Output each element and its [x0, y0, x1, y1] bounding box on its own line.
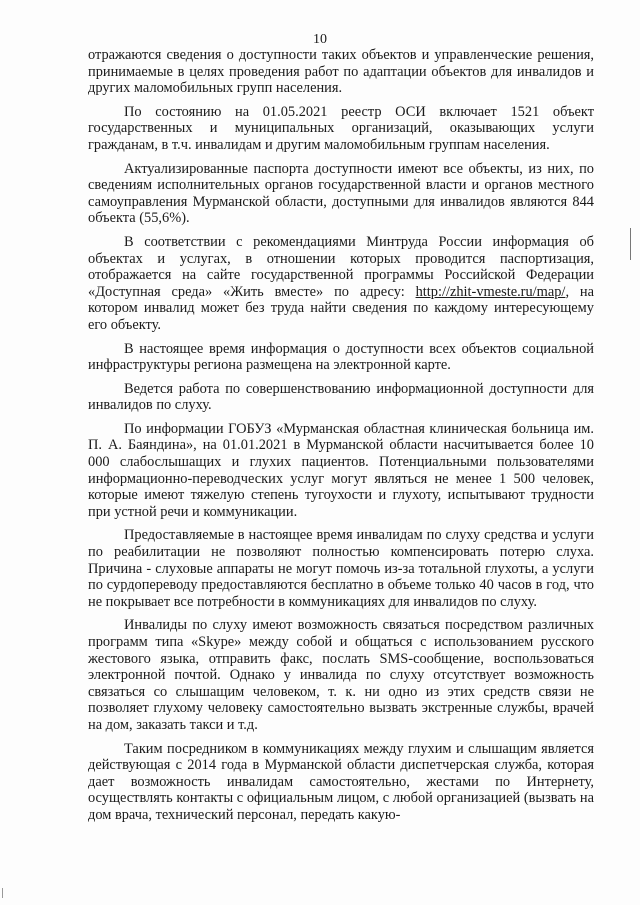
paragraph-ministry-site-text-before: В соответствии с рекомендациями Минтруда России информация об объектах и услугах, в отношении которых проводится паспортизация, отображается на сайте государственной программы Российской Федерации «Доступная среда» «Жить вместе» по адресу: — [88, 233, 594, 300]
scan-corner-mark — [2, 888, 3, 898]
paragraph-info-accessibility: Ведется работа по совершенствованию информационной доступности для инвалидов по слуху. — [88, 380, 594, 414]
paragraph-ministry-site — [88, 234, 594, 334]
paragraph-accessibility-info: отражаются сведения о доступности таких объектов и управленческие решения, принимаемые в целях проведения работ по адаптации объектов для инвалидов и других маломобильных групп населения. — [88, 47, 594, 97]
document-body — [88, 47, 594, 831]
scan-margin-mark — [630, 228, 631, 260]
page-number: 10 — [313, 32, 327, 47]
paragraph-communication-means: Инвалиды по слуху имеют возможность связаться посредством различных программ типа «Skype» между собой и общаться с использованием русского жестового языка, отправить факс, послать SMS-сообщение, воспользоваться электронной почтой. Однако у инвалида по слуху отсутствует возможность связаться со слышащим человеком, т. к. ни одно из этих средств связи не позволяет глухому человеку самостоятельно вызвать экстренные службы, врачей на дом, заказать такси и т.д. — [88, 617, 594, 733]
paragraph-dispatch-service: Таким посредником в коммуникациях между глухим и слышащим является действующая с 2014 года в Мурманской области диспетчерская служба, которая дает возможность инвалидам самостоятельно, жестами по Интернету, осуществлять контакты с официальным лицом, с любой организацией (вызвать на дом врача, технический персонал, передать какую- — [88, 740, 594, 823]
paragraph-ministry-site-text-after: , на котором инвалид может без труда найти сведения по каждому интересующему его объекту. — [88, 283, 594, 333]
paragraph-passports: Актуализированные паспорта доступности имеют все объекты, из них, по сведениям исполнительных органов государственной власти и органов местного самоуправления Мурманской области, доступными для инвалидов являются 844 объекта (55,6%). — [88, 160, 594, 227]
paragraph-rehabilitation: Предоставляемые в настоящее время инвалидам по слуху средства и услуги по реабилитации не позволяют полностью компенсировать потерю слуха. Причина - слуховые аппараты не могут помочь из-за тотальной глухоты, а услуги по сурдопереводу предоставляются бесплатно в объеме только 40 часов в год, что не покрывает все потребности в коммуникациях для инвалидов по слуху. — [88, 527, 594, 610]
paragraph-hospital-info: По информации ГОБУЗ «Мурманская областная клиническая больница им. П. А. Баяндина», на 01.01.2021 в Мурманской области насчитывается более 10 000 слабослышащих и глухих пациентов. Потенциальными пользователями информационно-переводческих услуг могут являться не менее 1 500 человек, которые имеют тяжелую степень тугоухости и глухоту, испытывают трудности при устной речи и коммуникации. — [88, 420, 594, 520]
paragraph-registry-count: По состоянию на 01.05.2021 реестр ОСИ включает 1521 объект государственных и муниципальных организаций, оказывающих услуги гражданам, в т.ч. инвалидам и другим маломобильным группам населения. — [88, 103, 594, 153]
zhit-vmeste-map-link[interactable]: http://zhit-vmeste.ru/map/ — [415, 283, 566, 300]
paragraph-electronic-map: В настоящее время информация о доступности всех объектов социальной инфраструктуры региона размещена на электронной карте. — [88, 340, 594, 374]
